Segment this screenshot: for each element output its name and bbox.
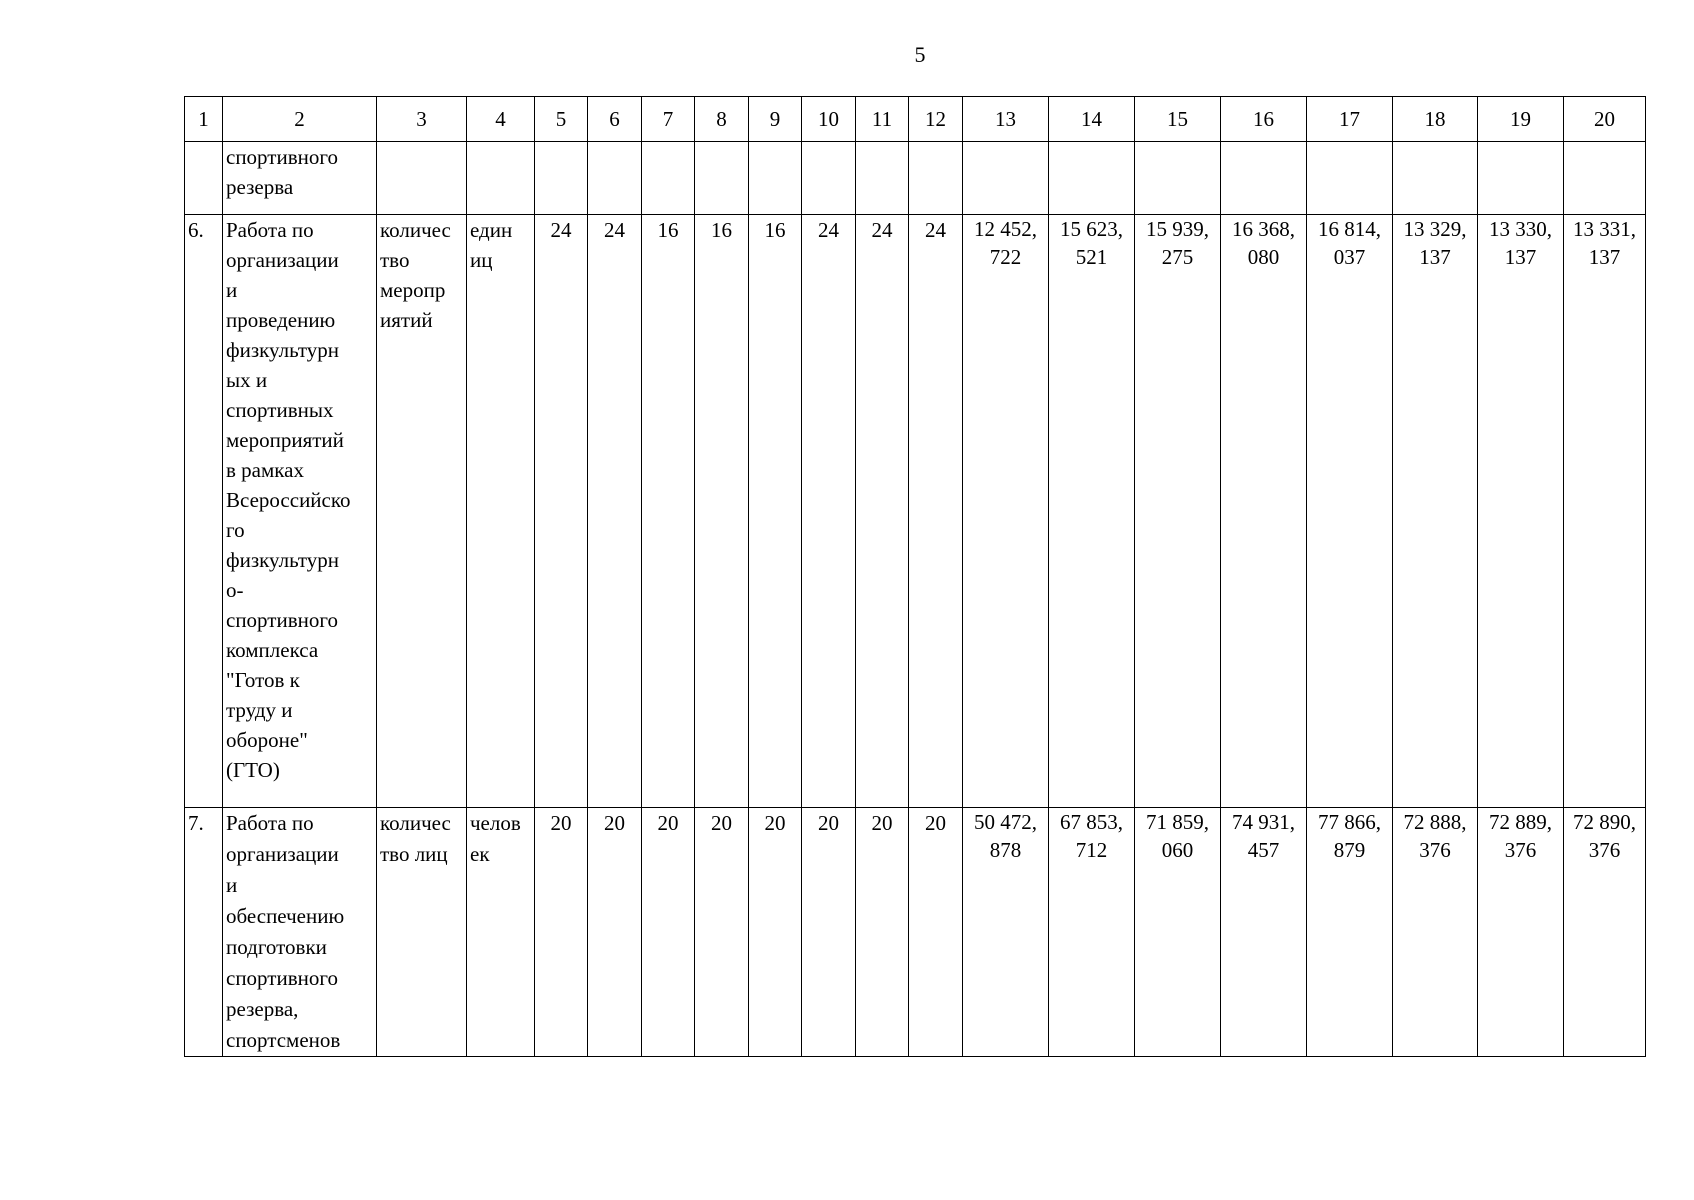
indicator-name-cell: количес тво меропр иятий: [377, 215, 467, 808]
finance-cell: 13 330, 137: [1478, 215, 1564, 808]
finance-cell: 13 329, 137: [1393, 215, 1478, 808]
header-cell: 20: [1564, 97, 1646, 142]
header-cell: 2: [223, 97, 377, 142]
finance-cell: 16 368, 080: [1221, 215, 1307, 808]
finance-cell: 74 931, 457: [1221, 808, 1307, 1057]
unit-cell: челов ек: [467, 808, 535, 1057]
table-header-row: [185, 97, 1646, 142]
value-cell: 20: [695, 808, 749, 1057]
header-cell: 12: [909, 97, 963, 142]
table-row: [185, 808, 1646, 1057]
finance-cell: 72 888, 376: [1393, 808, 1478, 1057]
value-cell: 16: [642, 215, 695, 808]
value-cell: [749, 142, 802, 215]
value-cell: 24: [856, 215, 909, 808]
header-cell: 11: [856, 97, 909, 142]
indicator-name-cell: количес тво лиц: [377, 808, 467, 1057]
row-number-cell: 6.: [185, 215, 223, 808]
finance-cell: 71 859, 060: [1135, 808, 1221, 1057]
finance-cell: 12 452, 722: [963, 215, 1049, 808]
finance-cell: 67 853, 712: [1049, 808, 1135, 1057]
finance-cell: 16 814, 037: [1307, 215, 1393, 808]
table-row: [185, 215, 1646, 808]
value-cell: 16: [749, 215, 802, 808]
finance-cell: [1049, 142, 1135, 215]
value-cell: 16: [695, 215, 749, 808]
header-cell: 7: [642, 97, 695, 142]
service-name-cell: Работа по организации и проведению физкультурн ых и спортивных мероприятий в рамках Всероссийско го физкультурн о- спортивного комплекса "Готов к труду и обороне" (ГТО): [223, 215, 377, 808]
header-cell: 6: [588, 97, 642, 142]
header-cell: 15: [1135, 97, 1221, 142]
value-cell: [695, 142, 749, 215]
value-cell: 20: [642, 808, 695, 1057]
finance-cell: 50 472, 878: [963, 808, 1049, 1057]
header-cell: 4: [467, 97, 535, 142]
header-cell: 3: [377, 97, 467, 142]
row-number-cell: [185, 142, 223, 215]
value-cell: 20: [856, 808, 909, 1057]
header-cell: 16: [1221, 97, 1307, 142]
finance-cell: 77 866, 879: [1307, 808, 1393, 1057]
value-cell: [856, 142, 909, 215]
value-cell: 20: [802, 808, 856, 1057]
row-number-cell: 7.: [185, 808, 223, 1057]
header-cell: 9: [749, 97, 802, 142]
finance-cell: 72 889, 376: [1478, 808, 1564, 1057]
unit-cell: [467, 142, 535, 215]
table-row: [185, 142, 1646, 215]
service-name-cell: Работа по организации и обеспечению подготовки спортивного резерва, спортсменов: [223, 808, 377, 1057]
finance-cell: [1564, 142, 1646, 215]
data-table: [184, 96, 1646, 1057]
finance-cell: 13 331, 137: [1564, 215, 1646, 808]
unit-cell: един иц: [467, 215, 535, 808]
header-cell: 14: [1049, 97, 1135, 142]
header-cell: 19: [1478, 97, 1564, 142]
header-cell: 18: [1393, 97, 1478, 142]
finance-cell: [1478, 142, 1564, 215]
value-cell: 20: [588, 808, 642, 1057]
header-cell: 13: [963, 97, 1049, 142]
value-cell: [642, 142, 695, 215]
value-cell: [535, 142, 588, 215]
header-cell: 5: [535, 97, 588, 142]
header-cell: 1: [185, 97, 223, 142]
value-cell: 20: [749, 808, 802, 1057]
finance-cell: 15 939, 275: [1135, 215, 1221, 808]
header-cell: 8: [695, 97, 749, 142]
value-cell: 24: [535, 215, 588, 808]
value-cell: [909, 142, 963, 215]
finance-cell: 15 623, 521: [1049, 215, 1135, 808]
finance-cell: [1135, 142, 1221, 215]
value-cell: 24: [588, 215, 642, 808]
value-cell: 24: [909, 215, 963, 808]
value-cell: 20: [535, 808, 588, 1057]
value-cell: 24: [802, 215, 856, 808]
finance-cell: [963, 142, 1049, 215]
value-cell: [588, 142, 642, 215]
value-cell: 20: [909, 808, 963, 1057]
value-cell: [802, 142, 856, 215]
finance-cell: [1221, 142, 1307, 215]
header-cell: 17: [1307, 97, 1393, 142]
page-number: 5: [914, 42, 926, 67]
finance-cell: [1393, 142, 1478, 215]
header-cell: 10: [802, 97, 856, 142]
service-name-cell: спортивного резерва: [223, 142, 377, 215]
finance-cell: 72 890, 376: [1564, 808, 1646, 1057]
finance-cell: [1307, 142, 1393, 215]
indicator-name-cell: [377, 142, 467, 215]
